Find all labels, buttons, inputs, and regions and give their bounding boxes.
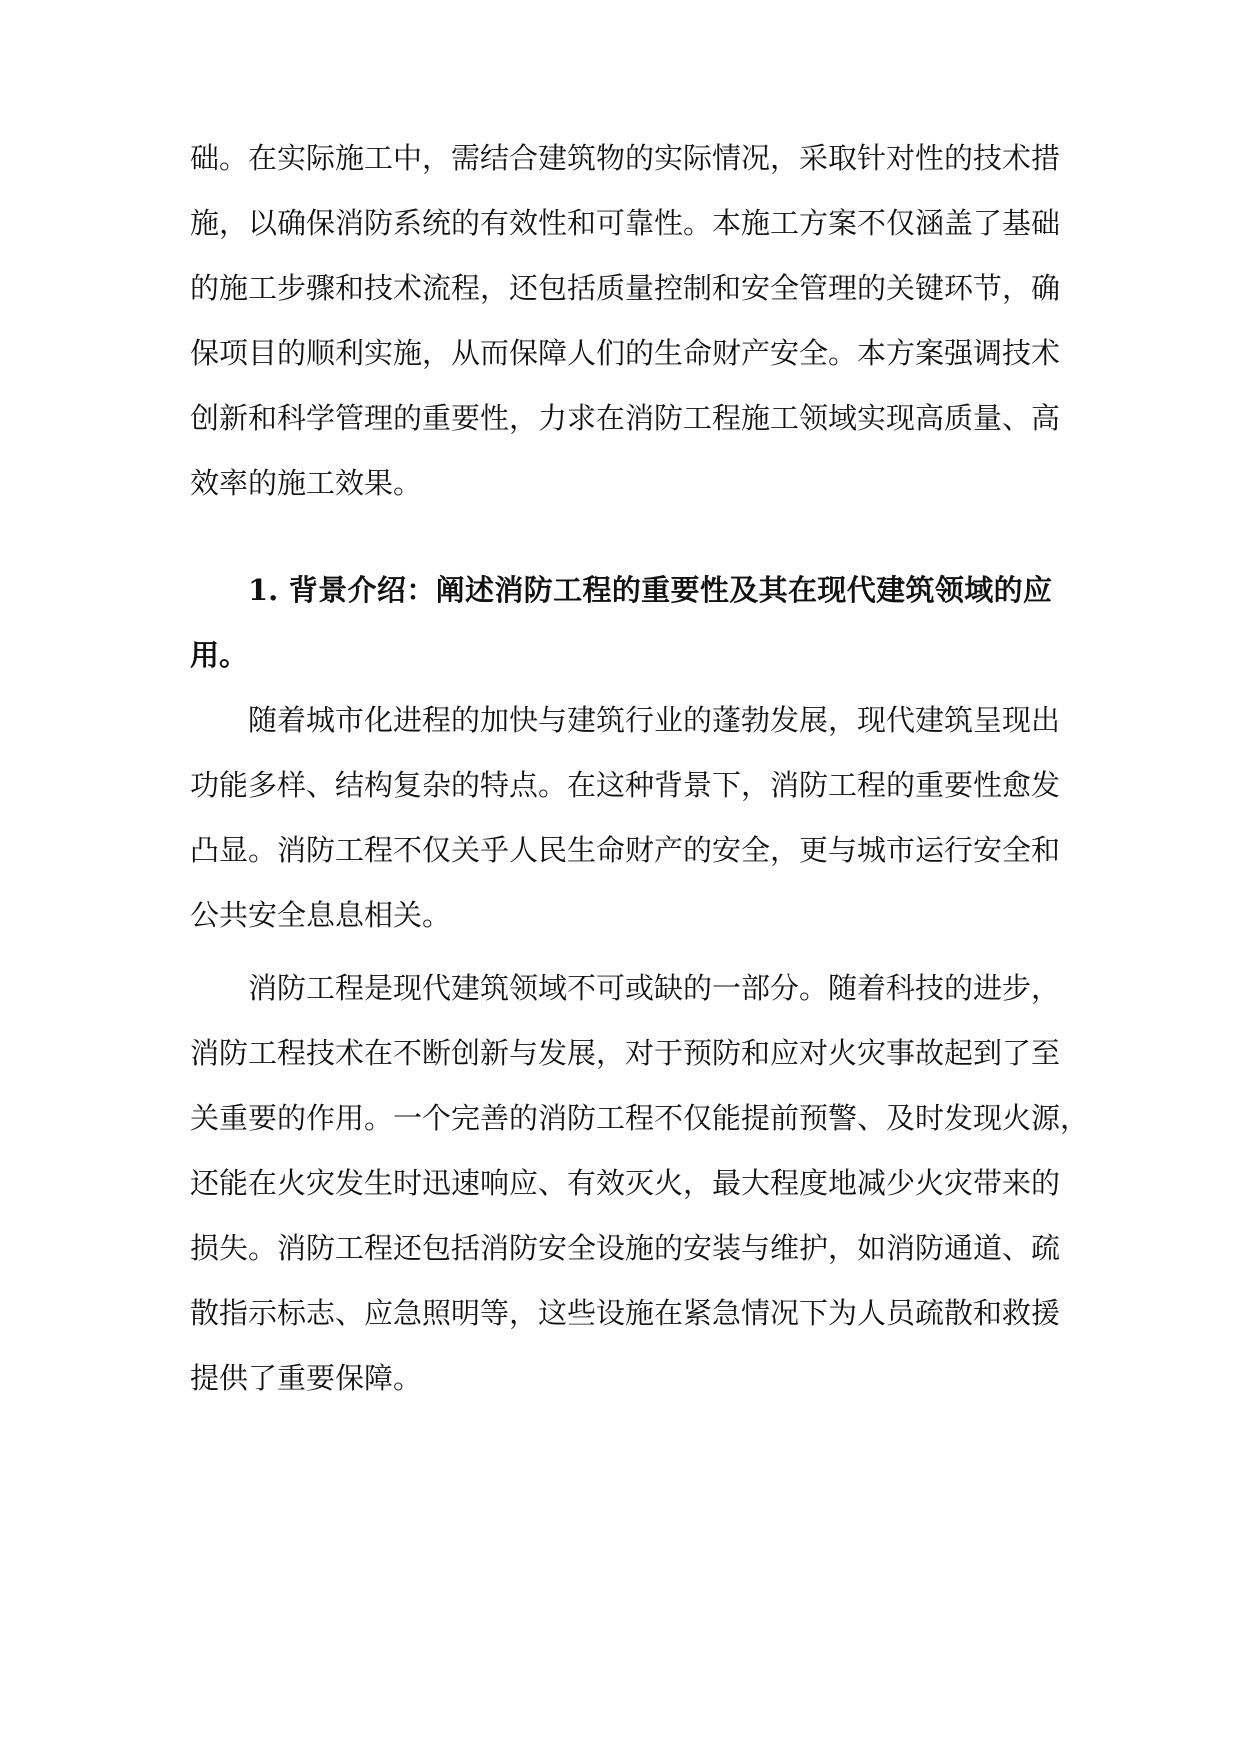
text-line: 效率的施工效果。 [190,466,423,500]
text-line: 功能多样、结构复杂的特点。在这种背景下，消防工程的重要性愈发 [190,768,1061,802]
text-line: 创新和科学管理的重要性，力求在消防工程施工领域实现高质量、高 [190,401,1061,435]
text-line: 散指示标志、应急照明等，这些设施在紧急情况下为人员疏散和救援 [190,1296,1061,1330]
text-line: 凸显。消防工程不仅关乎人民生命财产的安全，更与城市运行安全和 [190,833,1061,867]
heading-line: 用。 [190,638,249,672]
heading-line: 1. 背景介绍：阐述消防工程的重要性及其在现代建筑领域的应 [248,573,1052,607]
text-line: 关重要的作用。一个完善的消防工程不仅能提前预警、及时发现火源， [190,1101,1090,1135]
text-line: 消防工程是现代建筑领域不可或缺的一部分。随着科技的进步， [248,971,1061,1005]
text-line: 提供了重要保障。 [190,1361,423,1395]
text-line: 的施工步骤和技术流程，还包括质量控制和安全管理的关键环节，确 [190,271,1061,305]
text-line: 消防工程技术在不断创新与发展，对于预防和应对火灾事故起到了至 [190,1036,1061,1070]
text-line: 损失。消防工程还包括消防安全设施的安装与维护，如消防通道、疏 [190,1231,1061,1265]
text-line: 施，以确保消防系统的有效性和可靠性。本施工方案不仅涵盖了基础 [190,206,1061,240]
text-line: 础。在实际施工中，需结合建筑物的实际情况，采取针对性的技术措 [190,141,1061,175]
text-line: 随着城市化进程的加快与建筑行业的蓬勃发展，现代建筑呈现出 [248,703,1061,737]
text-line: 还能在火灾发生时迅速响应、有效灭火，最大程度地减少火灾带来的 [190,1166,1061,1200]
text-line: 保项目的顺利实施，从而保障人们的生命财产安全。本方案强调技术 [190,336,1061,370]
text-line: 公共安全息息相关。 [190,898,452,932]
